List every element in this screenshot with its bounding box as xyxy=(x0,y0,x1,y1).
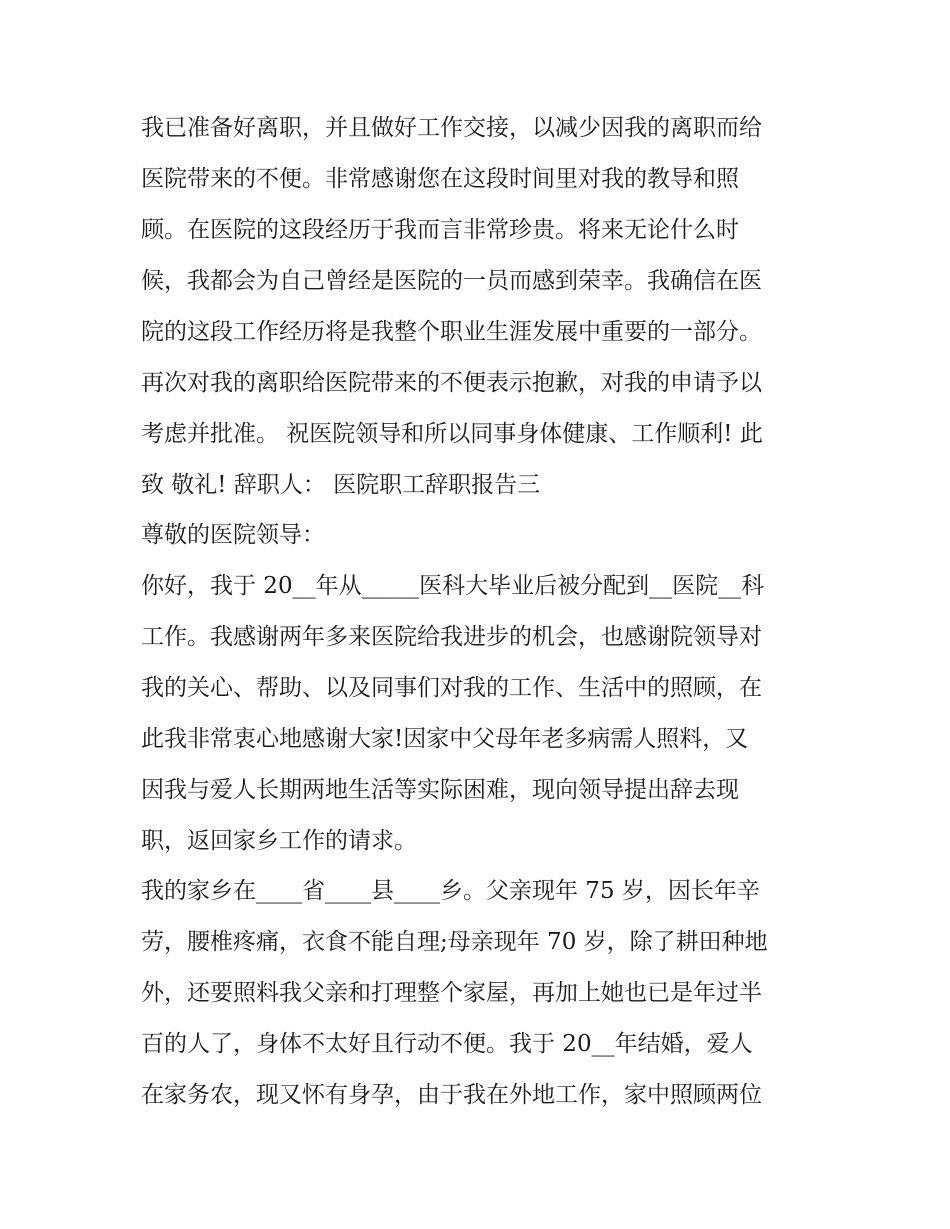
text-line: 医院带来的不便。非常感谢您在这段时间里对我的教导和照 xyxy=(141,166,739,192)
paragraph-resignation-closing xyxy=(141,103,821,511)
text-line: 院的这段工作经历将是我整个职业生涯发展中重要的一部分。 xyxy=(141,319,762,345)
paragraph-family-situation xyxy=(141,866,821,1121)
text-line: 考虑并批准。 祝医院领导和所以同事身体健康、工作顺利! 此 xyxy=(141,421,763,447)
text-line: 再次对我的离职给医院带来的不便表示抱歉，对我的申请予以 xyxy=(141,370,762,396)
text-line: 我已准备好离职，并且做好工作交接，以减少因我的离职而给 xyxy=(141,115,762,141)
text-line: 我的家乡在____省____县____乡。父亲现年 75 岁，因长年辛 xyxy=(141,878,760,904)
text-line: 因我与爱人长期两地生活等实际困难，现向领导提出辞去现 xyxy=(141,777,739,803)
text-line: 外，还要照料我父亲和打理整个家屋，再加上她也已是年过半 xyxy=(141,980,762,1006)
text-line: 候，我都会为自己曾经是医院的一员而感到荣幸。我确信在医 xyxy=(141,268,762,294)
paragraph-introduction xyxy=(141,561,821,867)
text-line: 顾。在医院的这段经历于我而言非常珍贵。将来无论什么时 xyxy=(141,217,739,243)
text-line: 工作。我感谢两年多来医院给我进步的机会，也感谢院领导对 xyxy=(141,624,762,650)
text-line: 我的关心、帮助、以及同事们对我的工作、生活中的照顾，在 xyxy=(141,675,762,701)
text-line: 致 敬礼! 辞职人： 医院职工辞职报告三 xyxy=(141,472,541,498)
text-line: 你好，我于 20__年从_____医科大毕业后被分配到__医院__科 xyxy=(141,573,765,599)
text-line: 尊敬的医院领导： xyxy=(141,522,325,548)
text-line: 劳，腰椎疼痛，衣食不能自理;母亲现年 70 岁，除了耕田种地 xyxy=(141,929,768,955)
text-line: 百的人了，身体不太好且行动不便。我于 20__年结婚，爱人 xyxy=(141,1031,753,1057)
text-line: 此我非常衷心地感谢大家!因家中父母年老多病需人照料，又 xyxy=(141,726,749,752)
text-line: 在家务农，现又怀有身孕，由于我在外地工作，家中照顾两位 xyxy=(141,1082,762,1108)
salutation xyxy=(141,510,821,561)
text-line: 职，返回家乡工作的请求。 xyxy=(141,828,417,854)
